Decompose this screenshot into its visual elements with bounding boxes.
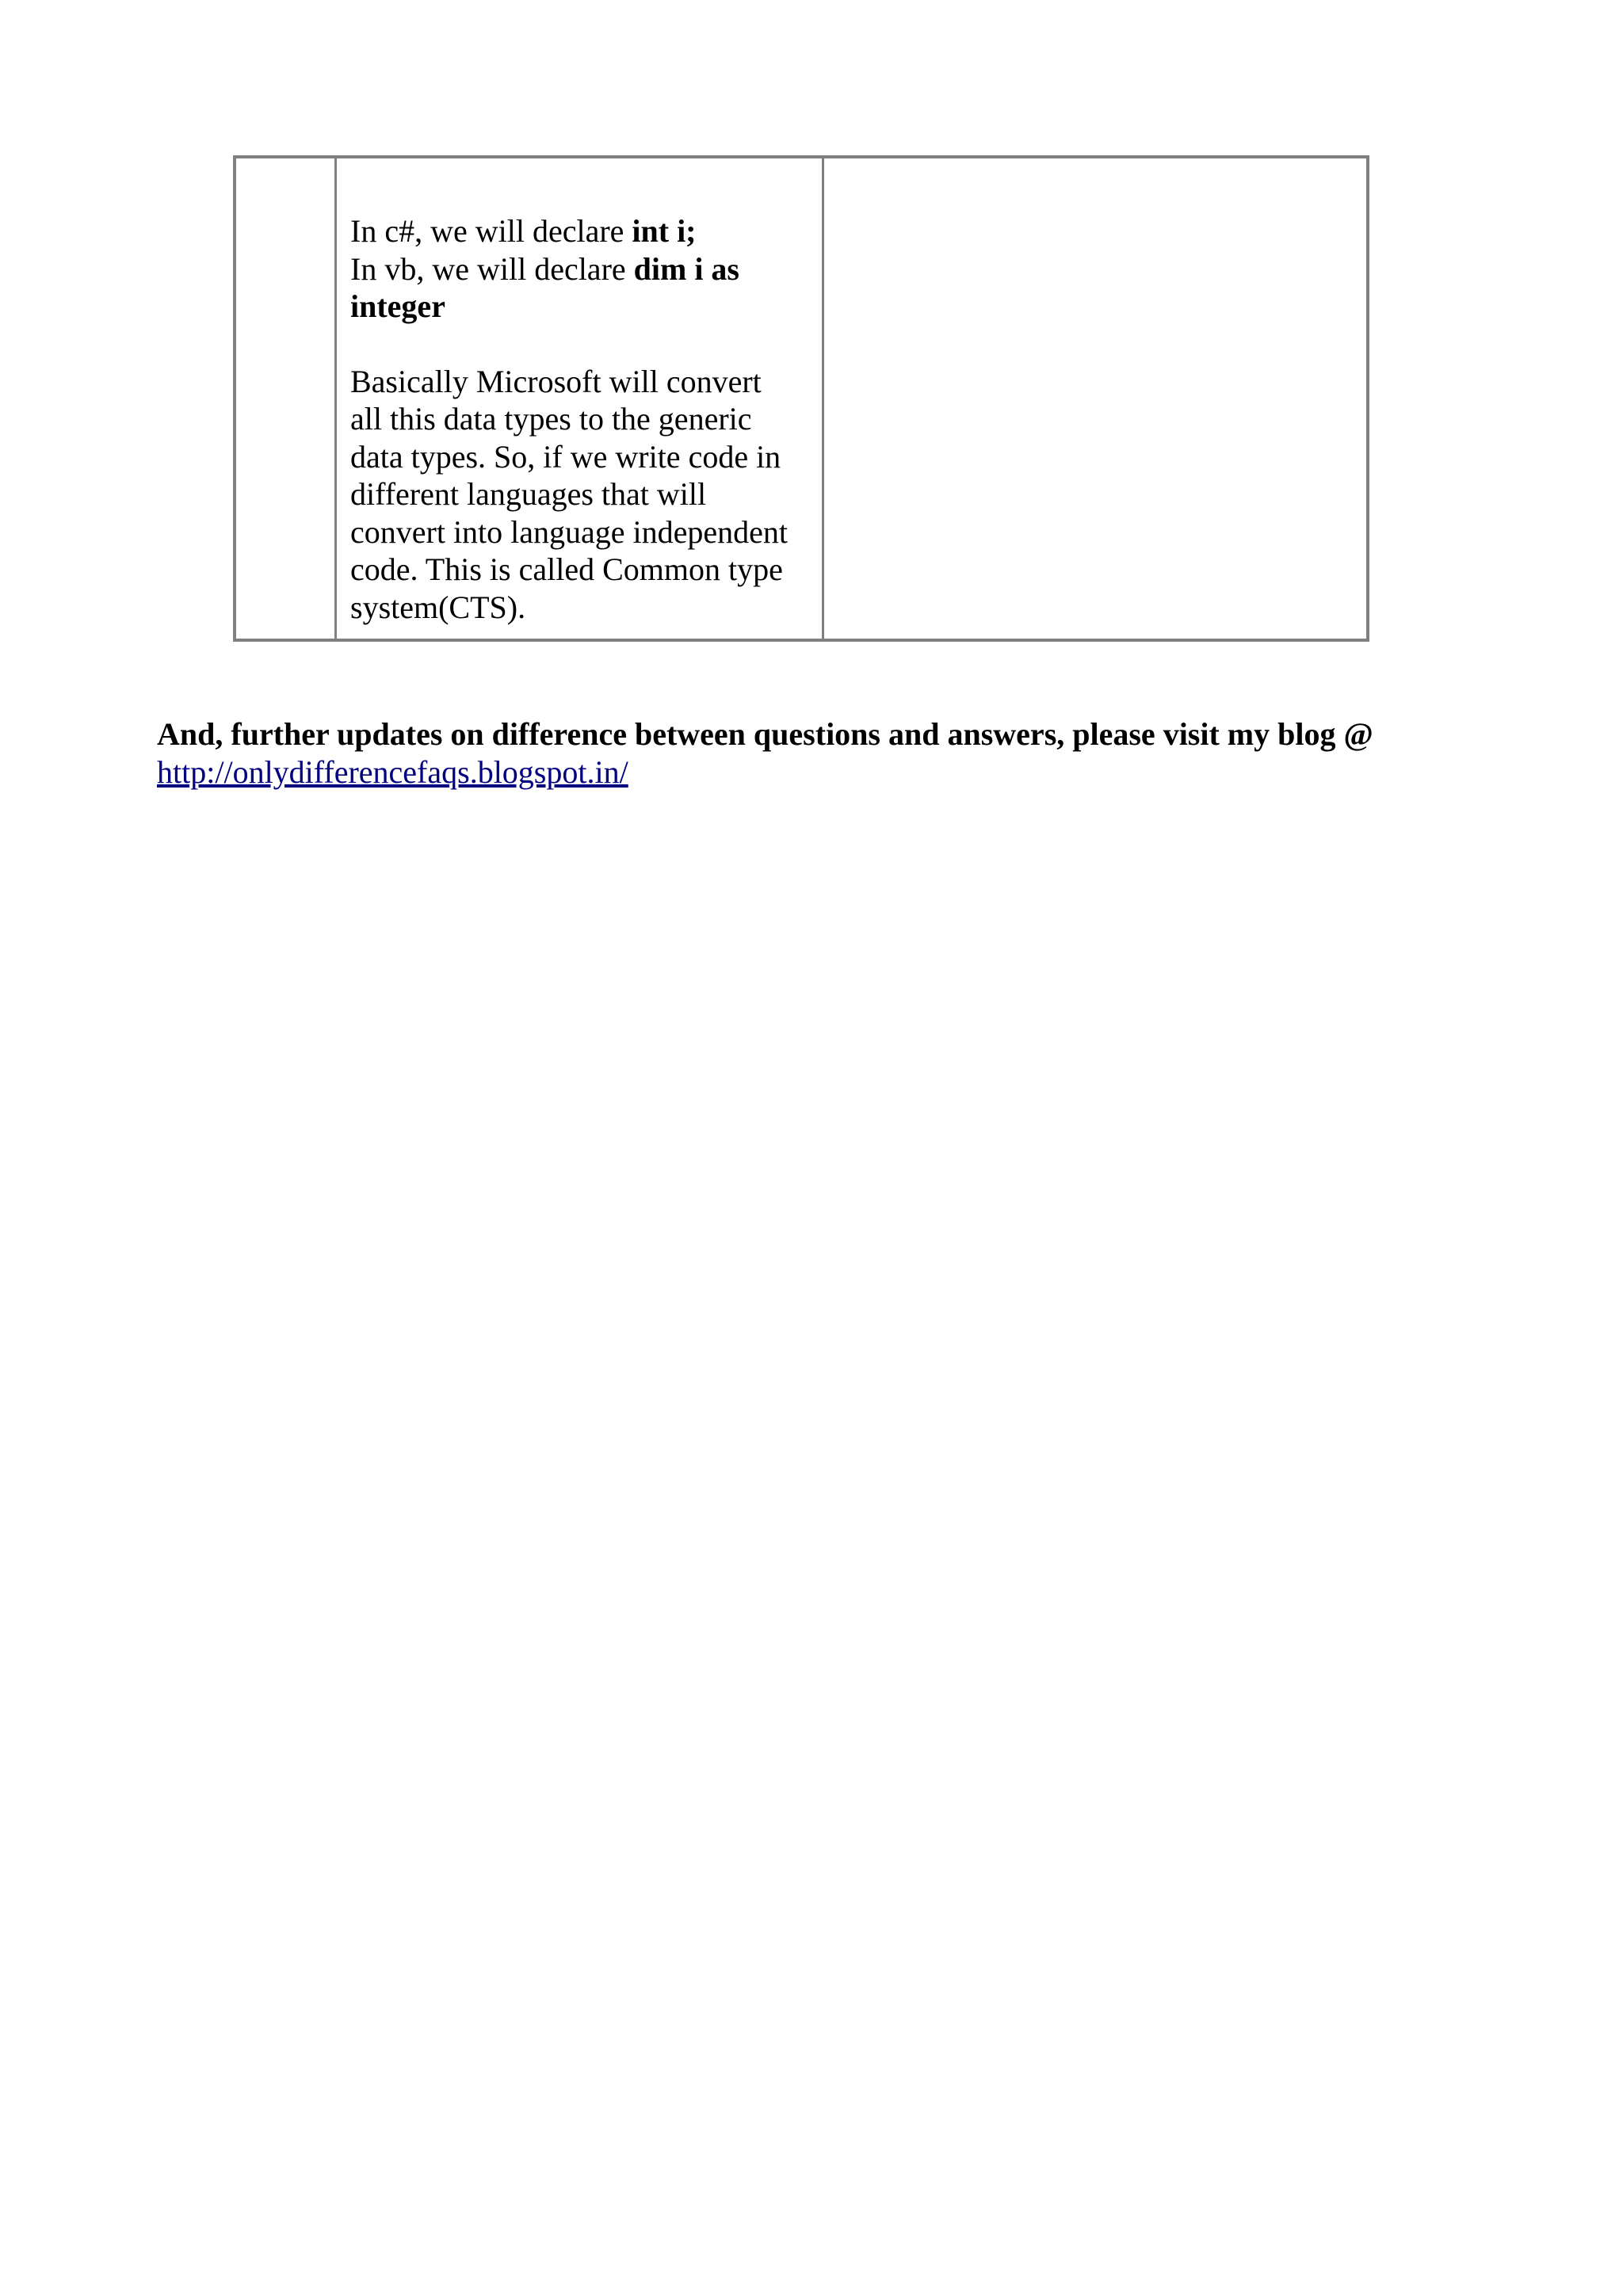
vb-declaration-line: [350, 250, 809, 288]
csharp-declaration-text: In c#, we will declare: [350, 213, 632, 249]
paragraph-line: system(CTS).: [350, 589, 526, 625]
vb-code-continued: integer: [350, 288, 445, 324]
footer-note: [157, 715, 1504, 791]
comparison-table: [233, 155, 1369, 642]
footer-note-text: And, further updates on difference between questions and answers, please visit my blog @: [157, 716, 1373, 752]
blog-link[interactable]: http://onlydifferencefaqs.blogspot.in/: [157, 754, 628, 790]
vb-code: dim i as: [633, 250, 739, 287]
table-cell-description: [337, 158, 824, 639]
paragraph-spacer: [350, 326, 809, 363]
vb-declaration-text: In vb, we will declare: [350, 250, 634, 287]
csharp-declaration-line: [350, 212, 809, 250]
table-cell-empty: [824, 158, 1366, 639]
paragraph-line: different languages that will: [350, 476, 707, 512]
table-cell-number: [236, 158, 337, 639]
vb-declaration-line-2: [350, 288, 809, 326]
csharp-code: int i;: [632, 213, 697, 249]
paragraph-line: convert into language independent: [350, 513, 789, 550]
paragraph-line: Basically Microsoft will convert: [350, 363, 762, 399]
paragraph-line: code. This is called Common type: [350, 551, 783, 587]
paragraph-line: data types. So, if we write code in: [350, 438, 781, 475]
paragraph-line: all this data types to the generic: [350, 401, 752, 437]
